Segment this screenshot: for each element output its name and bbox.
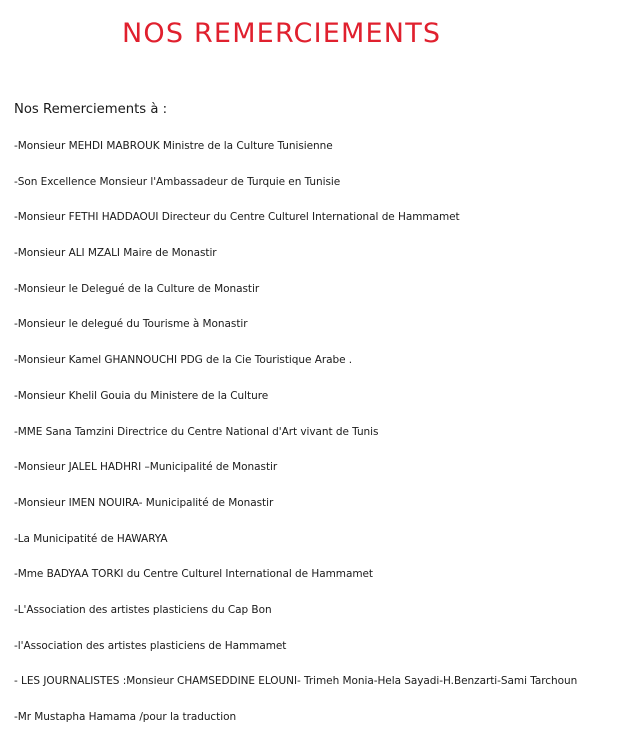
page-title: NOS REMERCIEMENTS xyxy=(122,18,442,49)
acknowledgement-item: -L'Association des artistes plasticiens du Cap Bon xyxy=(14,603,272,616)
acknowledgement-list xyxy=(14,137,577,744)
acknowledgement-item: -Monsieur le delegué du Tourisme à Monastir xyxy=(14,318,248,331)
acknowledgement-item: -Monsieur Khelil Gouia du Ministere de la Culture xyxy=(14,389,269,402)
acknowledgement-item: -Monsieur JALEL HADHRI –Municipalité de Monastir xyxy=(14,461,278,474)
acknowledgement-item: -Son Excellence Monsieur l'Ambassadeur de Turquie en Tunisie xyxy=(14,175,341,188)
acknowledgement-item: -Mr Mustapha Hamama /pour la traduction xyxy=(14,711,237,723)
intro-heading: Nos Remerciements à : xyxy=(14,102,168,117)
acknowledgement-item: -Monsieur Kamel GHANNOUCHI PDG de la Cie Touristique Arabe . xyxy=(14,354,353,367)
acknowledgement-item: -l'Association des artistes plasticiens de Hammamet xyxy=(14,639,287,652)
acknowledgement-item: -Monsieur le Delegué de la Culture de Monastir xyxy=(14,282,260,295)
acknowledgement-item: -Monsieur FETHI HADDAOUI Directeur du Centre Culturel International de Hammamet xyxy=(14,211,460,224)
acknowledgement-item: -Mme BADYAA TORKI du Centre Culturel International de Hammamet xyxy=(14,568,373,581)
acknowledgement-item: - LES JOURNALISTES :Monsieur CHAMSEDDINE ELOUNI- Trimeh Monia-Hela Sayadi-H.Benzarti-Sami Tarchoun xyxy=(14,675,578,688)
acknowledgement-item: -Monsieur MEHDI MABROUK Ministre de la Culture Tunisienne xyxy=(14,140,333,152)
acknowledgement-item: -MME Sana Tamzini Directrice du Centre National d'Art vivant de Tunis xyxy=(14,425,379,438)
acknowledgement-item: -Monsieur IMEN NOUIRA- Municipalité de Monastir xyxy=(14,496,274,509)
acknowledgement-item: -La Municipatité de HAWARYA xyxy=(14,532,168,545)
acknowledgement-item: -Monsieur ALI MZALI Maire de Monastir xyxy=(14,247,217,260)
